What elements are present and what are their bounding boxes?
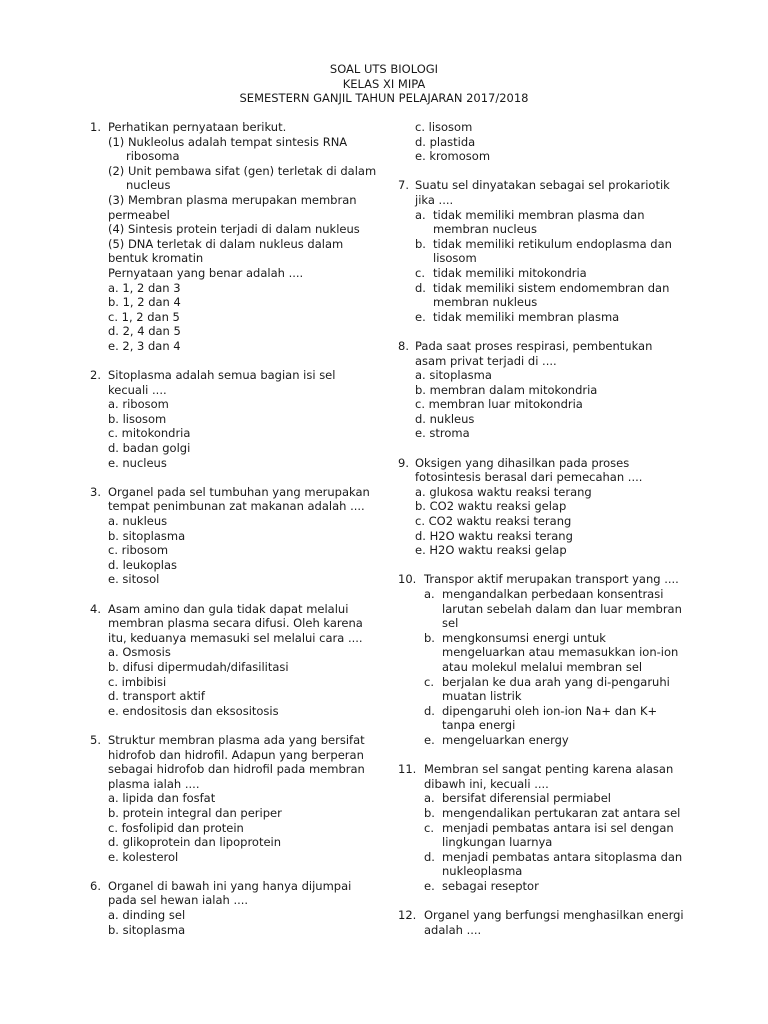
exam-header [0,62,768,106]
option-letter: c. [415,265,425,280]
option-c: c. berjalan ke dua arah yang di-pengaruhi muatan listrik [424,674,670,704]
option-c: c. imbibisi [108,674,167,689]
option-a: a. nukleus [108,514,168,529]
option-e: e. sitosol [108,572,160,587]
question-number: 12. [398,908,417,923]
statement-5: (5) DNA terletak di dalam nukleus dalam [108,236,344,251]
option-c: c. membran luar mitokondria [415,397,583,412]
statement-2: (2) Unit pembawa sifat (gen) terletak di dalam [108,163,377,178]
exam-title: SOAL UTS BIOLOGI [329,62,439,76]
option-b: b. CO2 waktu reaksi gelap [415,499,567,514]
option-c: c. lisosom [415,120,473,134]
question-number: 4. [90,601,101,616]
question-text-cont: hidrofob dan hidrofil. Adapun yang berperan [108,747,364,762]
option-e: e. kolesterol [108,849,179,864]
option-c: c. mitokondria [108,426,191,441]
option-b: b. difusi dipermudah/difasilitasi [108,659,289,674]
option-e: e. nucleus [108,455,167,470]
option-a: a. ribosom [108,397,169,412]
question-number: 9. [398,455,409,470]
question-text-cont: dibawh ini, kecuali .... [424,776,549,791]
option-c: c. 1, 2 dan 5 [108,309,180,324]
question-text: Transpor aktif merupakan transport yang .... [424,572,679,587]
question-text-cont: jika .... [415,192,454,207]
option-letter: d. [424,703,435,718]
option-letter: c. [424,674,434,689]
question-1 [90,120,377,354]
question-text-cont: itu, keduanya memasuki sel melalui cara .... [108,630,363,645]
option-letter: e. [424,732,435,747]
option-a: a. bersifat diferensial permiabel [424,791,612,806]
question-text-cont: asam privat terjadi di .... [415,353,557,368]
option-c: c. tidak memiliki mitokondria [415,265,587,280]
option-letter: a. [424,587,435,601]
left-column [90,120,377,952]
exam-semester: SEMESTERN GANJIL TAHUN PELAJARAN 2017/2018 [239,91,529,106]
question-5 [90,733,374,864]
question-prompt: Pernyataan yang benar adalah .... [108,265,304,280]
statement-4: (4) Sintesis protein terjadi di dalam nukleus [108,222,360,237]
question-text-cont: membran plasma secara difusi. Oleh karena [108,616,363,631]
question-text: Organel yang berfungsi menghasilkan energi [424,908,684,923]
question-3 [90,485,374,587]
statement-2-cont: nucleus [126,178,171,193]
question-text-cont: tempat penimbunan zat makanan adalah .... [108,499,365,514]
option-d: d. plastida [415,134,476,149]
option-b: b. membran dalam mitokondria [415,382,598,397]
option-b: b. protein integral dan periper [108,805,282,820]
option-c: c. ribosom [108,543,169,558]
question-text-cont: pada sel hewan ialah .... [108,893,249,908]
question-number: 6. [90,878,101,893]
option-a: a. mengandalkan perbedaan konsentrasi larutan sebelah dalam dan luar membran sel [424,587,682,631]
question-text-cont: plasma ialah .... [108,776,200,791]
option-d: d. leukoplas [108,557,177,572]
option-letter: b. [424,805,435,820]
question-text-cont: sebagai hidrofob dan hidrofil pada membran [108,762,365,777]
question-9 [398,456,688,558]
option-e: e. 2, 3 dan 4 [108,338,181,353]
question-4 [90,602,374,719]
question-number: 5. [90,732,101,747]
option-letter: c. [424,820,434,835]
question-text: Asam amino dan gula tidak dapat melalui [108,601,349,616]
question-text: Struktur membran plasma ada yang bersifat [108,732,365,747]
option-d: d. tidak memiliki sistem endomembran dan membran nukleus [415,280,670,310]
question-text: Sitoplasma adalah semua bagian isi sel [108,368,336,383]
question-number: 1. [90,120,101,134]
question-text: Oksigen yang dihasilkan pada proses [415,455,630,470]
option-a: a. tidak memiliki membran plasma dan membran nucleus [415,207,645,237]
question-text-cont: fotosintesis berasal dari pemecahan .... [415,470,643,485]
option-b: b. tidak memiliki retikulum endoplasma dan lisosom [415,236,672,266]
option-d: d. glikoprotein dan lipoprotein [108,835,282,850]
option-a: a. lipida dan fosfat [108,791,216,806]
option-a: a. sitoplasma [415,368,492,383]
option-b: b. 1, 2 dan 4 [108,295,181,310]
right-column [398,120,688,952]
statement-3-cont: permeabel [108,207,170,222]
option-e: e. H2O waktu reaksi gelap [415,543,567,558]
option-b: b. sitoplasma [108,528,186,543]
option-d: d. dipengaruhi oleh ion-ion Na+ dan K+ tanpa energi [424,703,658,733]
option-c: c. menjadi pembatas antara isi sel dengan lingkungan luarnya [424,820,674,850]
option-d: d. badan golgi [108,441,191,456]
option-e: e. endositosis dan eksositosis [108,703,279,718]
option-b: b. lisosom [108,411,167,426]
question-number: 2. [90,368,101,383]
question-number: 7. [398,178,409,193]
option-letter: a. [415,207,426,222]
option-e: e. tidak memiliki membran plasma [415,309,620,324]
option-c: c. CO2 waktu reaksi terang [415,514,572,529]
question-6-continued [398,120,688,164]
question-10 [398,572,688,747]
question-text: Membran sel sangat penting karena alasan [424,762,674,777]
option-d: d. H2O waktu reaksi terang [415,528,573,543]
question-6 [90,879,374,937]
question-text: Organel pada sel tumbuhan yang merupakan [108,484,370,499]
option-a: a. dinding sel [108,908,186,923]
question-number: 10. [398,572,417,587]
option-letter: d. [424,849,435,864]
option-a: a. Osmosis [108,645,171,660]
question-2 [90,368,374,470]
statement-1: (1) Nukleolus adalah tempat sintesis RNA [108,134,348,149]
question-number: 8. [398,338,409,353]
option-letter: b. [424,630,435,645]
option-d: d. nukleus [415,411,475,426]
option-a: a. 1, 2 dan 3 [108,280,181,295]
option-b: b. mengkonsumsi energi untuk mengeluarkan atau memasukkan ion-ion atau molekul melalui membran sel [424,630,679,674]
question-12 [398,908,688,937]
statement-1-cont: ribosoma [126,149,180,164]
option-letter: d. [415,280,426,295]
question-text: Pada saat proses respirasi, pembentukan [415,338,653,353]
option-e: e. stroma [415,426,470,441]
question-number: 11. [398,762,417,777]
option-d: d. 2, 4 dan 5 [108,324,181,339]
statement-5-cont: bentuk kromatin [108,251,204,266]
question-text-cont: adalah .... [424,922,482,937]
option-e: e. kromosom [415,149,491,164]
question-7 [398,178,688,324]
option-d: d. menjadi pembatas antara sitoplasma dan nukleoplasma [424,849,683,879]
statement-3: (3) Membran plasma merupakan membran [108,192,357,207]
option-b: b. mengendalikan pertukaran zat antara sel [424,805,681,820]
question-text-cont: kecuali .... [108,382,167,397]
exam-class: KELAS XI MIPA [342,76,426,91]
question-8 [398,339,688,441]
option-letter: b. [415,236,426,251]
option-b: b. sitoplasma [108,922,186,937]
option-a: a. glukosa waktu reaksi terang [415,484,592,499]
option-letter: e. [424,878,435,893]
option-letter: e. [415,309,426,324]
option-letter: a. [424,791,435,806]
option-e: e. sebagai reseptor [424,878,539,893]
question-text: Suatu sel dinyatakan sebagai sel prokariotik [415,178,670,193]
option-d: d. transport aktif [108,689,205,704]
question-number: 3. [90,484,101,499]
question-11 [398,762,688,893]
option-c: c. fosfolipid dan protein [108,820,244,835]
question-text: Organel di bawah ini yang hanya dijumpai [108,878,352,893]
option-e: e. mengeluarkan energy [424,732,569,747]
question-text: Perhatikan pernyataan berikut. [108,120,287,134]
